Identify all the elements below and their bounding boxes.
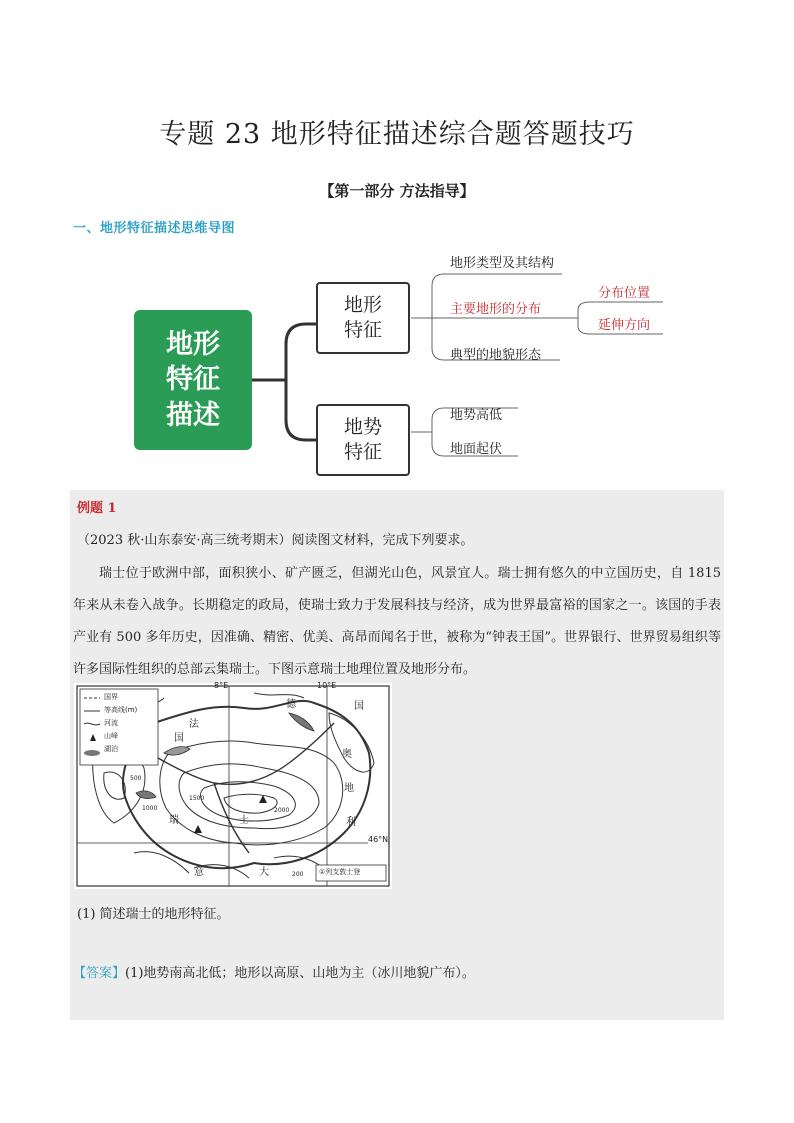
legend-peak: 山峰 bbox=[104, 732, 118, 740]
contour-1500: 1500 bbox=[189, 795, 205, 802]
mind-map-branch-relief bbox=[316, 404, 410, 476]
map-legend bbox=[104, 691, 137, 756]
map-label-di: 地 bbox=[344, 783, 354, 794]
switzerland-map bbox=[74, 683, 392, 889]
map-lon-8e: 8°E bbox=[214, 681, 229, 690]
map-label-shi: 士 bbox=[239, 815, 249, 826]
map-lat-46n: 46°N bbox=[368, 835, 389, 844]
map-lon-10e: 10°E bbox=[317, 681, 337, 690]
leaf-elevation: 地势高低 bbox=[450, 408, 503, 423]
page-title: 专题 23 地形特征描述综合题答题技巧 bbox=[159, 119, 635, 150]
mind-map bbox=[120, 244, 680, 484]
leaf-terrain-type: 地形类型及其结构 bbox=[450, 256, 555, 271]
legend-border: 国界 bbox=[104, 693, 118, 701]
example-paragraph: 瑞士位于欧洲中部，面积狭小、矿产匮乏，但湖光山色，风景宜人。瑞士拥有悠久的中立国历史，自 1815 年来从未卷入战争。长期稳定的政局，使瑞士致力于发展科技与经济，成为世界最富裕的国家之一。该国的手表产业有 500 多年历史，因准确、精密、优美、高昂而闻名于世，被称为“钟表王国”。世界银行、世界贸易组织等许多国际性组织的总部云集瑞士。下图示意瑞士地理位置及地形分布。 bbox=[73, 566, 721, 677]
map-label-da: 大 bbox=[259, 867, 269, 878]
example-source: （2023 秋·山东泰安·高三统考期末）阅读图文材料，完成下列要求。 bbox=[77, 533, 474, 548]
leaf-direction: 延伸方向 bbox=[598, 318, 651, 333]
answer-text: (1)地势南高北低；地形以高原、山地为主（冰川地貌广布）。 bbox=[125, 966, 475, 981]
branch-relief-label: 地势特征 bbox=[343, 416, 382, 463]
part-subtitle: 【第一部分 方法指导】 bbox=[319, 182, 475, 200]
legend-contour: 等高线(m) bbox=[104, 706, 138, 714]
contour-2000: 2000 bbox=[274, 807, 290, 814]
leaf-terrain-distribution: 主要地形的分布 bbox=[450, 302, 542, 317]
section-heading: 一、地形特征描述思维导图 bbox=[73, 221, 236, 236]
legend-river: 河流 bbox=[104, 719, 118, 727]
map-label-rui: 瑞 bbox=[169, 815, 179, 826]
answer-tag: 【答案】 bbox=[73, 966, 126, 981]
map-label-guo2: 国 bbox=[174, 733, 184, 744]
mind-map-root-label: 地形特征描述 bbox=[166, 328, 220, 431]
branch-terrain-label: 地形特征 bbox=[343, 294, 382, 341]
leaf-landform-shape: 典型的地貌形态 bbox=[450, 348, 542, 363]
map-peak-caption: ①列支敦士登 bbox=[319, 868, 361, 876]
mind-map-branch-terrain bbox=[316, 282, 410, 354]
map-label-de: 德 bbox=[286, 699, 296, 710]
map-label-guo1: 国 bbox=[354, 701, 364, 712]
contour-500: 500 bbox=[130, 775, 142, 782]
question-1: (1) 简述瑞士的地形特征。 bbox=[77, 907, 230, 922]
map-label-ao: 奥 bbox=[342, 749, 352, 760]
answer-line bbox=[73, 962, 475, 981]
leaf-location: 分布位置 bbox=[598, 286, 651, 301]
map-label-li: 利 bbox=[346, 817, 356, 828]
contour-200: 200 bbox=[292, 871, 304, 878]
map-label-fa: 法 bbox=[189, 719, 199, 730]
leaf-relief: 地面起伏 bbox=[450, 442, 503, 457]
map-label-yi: 意 bbox=[194, 867, 204, 878]
mind-map-root bbox=[134, 310, 252, 450]
example-title: 例题 1 bbox=[77, 501, 117, 516]
contour-1000: 1000 bbox=[142, 805, 158, 812]
legend-lake: 湖泊 bbox=[104, 745, 118, 753]
